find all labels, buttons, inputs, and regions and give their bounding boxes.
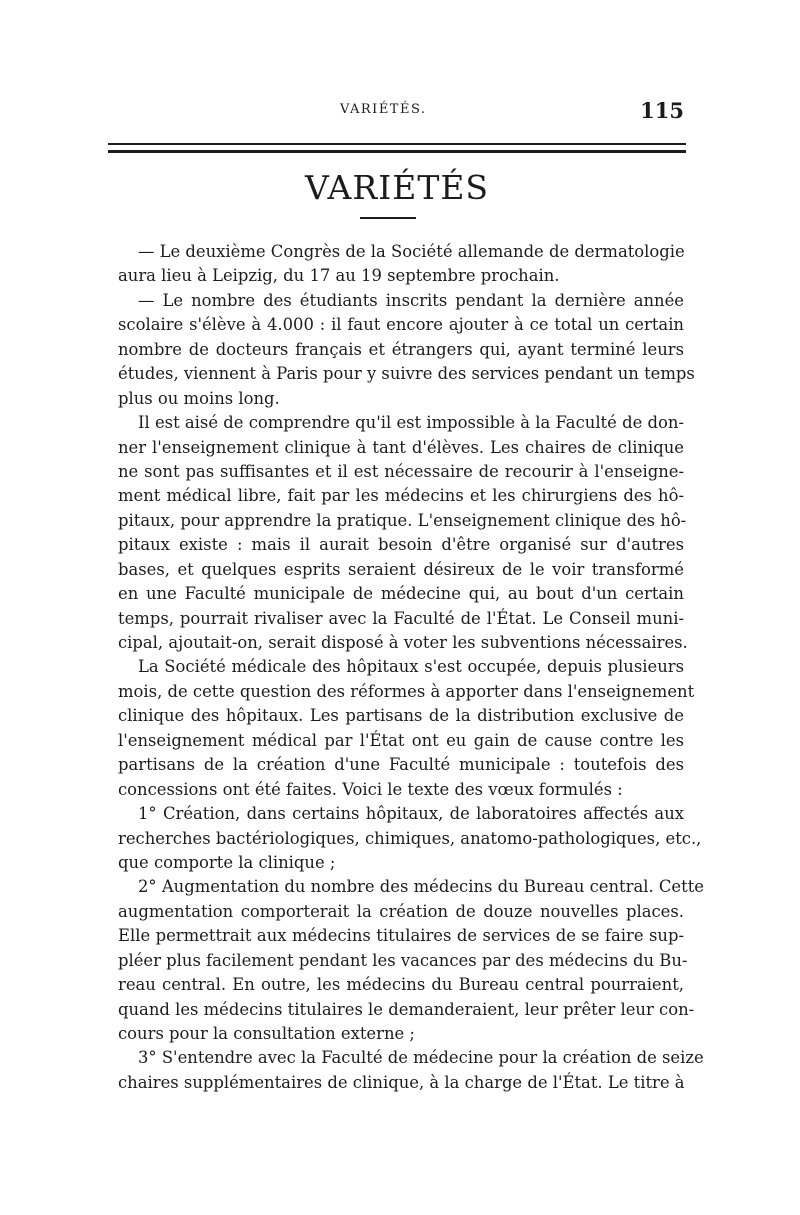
title-divider [360,217,416,219]
text-line: — Le nombre des étudiants inscrits pendant la dernière année [138,290,684,310]
text-line: cipal, ajoutait-on, serait disposé à voter les subventions nécessaires. [118,633,688,652]
text-line: 2° Augmentation du nombre des médecins du Bureau central. Cette [138,877,704,897]
text-line: Elle permettrait aux médecins titulaires de services de se faire sup- [118,926,684,946]
text-line: en une Faculté municipale de médecine qui, au bout d'un certain [118,584,684,604]
text-line: partisans de la création d'une Faculté municipale : toutefois des [118,755,684,775]
header-rule-thin [108,143,686,145]
text-line: — Le deuxième Congrès de la Société allemande de dermatologie [138,242,685,261]
text-line: ment médical libre, fait par les médecins et les chirurgiens des hô- [118,486,684,506]
text-line: reau central. En outre, les médecins du Bureau central pourraient, [118,975,684,995]
text-line: 3° S'entendre avec la Faculté de médecine pour la création de seize [138,1048,704,1068]
text-line: augmentation comporterait la création de douze nouvelles places. [118,901,684,921]
text-line: clinique des hôpitaux. Les partisans de la distribution exclusive de [118,706,684,726]
text-line: ne sont pas suffisantes et il est nécessaire de recourir à l'enseigne- [118,461,684,481]
text-line: La Société médicale des hôpitaux s'est occupée, depuis plusieurs [138,657,684,677]
text-line: pitaux existe : mais il aurait besoin d'être organisé sur d'autres [118,535,684,555]
text-line: cours pour la consultation externe ; [118,1024,415,1043]
text-line: temps, pourrait rivaliser avec la Faculté de l'État. Le Conseil muni- [118,608,684,628]
running-header [118,98,684,126]
text-line: ner l'enseignement clinique à tant d'élèves. Les chaires de clinique [118,437,684,457]
text-line: que comporte la clinique ; [118,852,336,872]
section-title: VARIÉTÉS [304,168,490,207]
text-line: quand les médecins titulaires le demanderaient, leur prêter leur con- [118,999,695,1019]
text-line: mois, de cette question des réformes à apporter dans l'enseignement [118,681,695,701]
text-line: 1° Création, dans certains hôpitaux, de laboratoires affectés aux [138,804,684,824]
text-line: concessions ont été faites. Voici le texte des vœux formulés : [118,779,623,799]
body-text [118,240,704,1095]
page-number: 115 [640,98,684,123]
text-line: aura lieu à Leipzig, du 17 au 19 septembre prochain. [118,266,560,286]
text-line: nombre de docteurs français et étrangers qui, ayant terminé leurs [118,339,684,359]
text-line: Il est aisé de comprendre qu'il est impossible à la Faculté de don- [138,413,684,433]
running-title: VARIÉTÉS. [340,102,427,117]
text-line: chaires supplémentaires de clinique, à la charge de l'État. Le titre à [118,1072,685,1092]
text-line: recherches bactériologiques, chimiques, anatomo-pathologiques, etc., [118,828,702,848]
header-rule-thick [108,150,686,153]
text-line: plus ou moins long. [118,388,280,408]
text-line: l'enseignement médical par l'État ont eu gain de cause contre les [118,730,684,750]
text-line: scolaire s'élève à 4.000 : il faut encore ajouter à ce total un certain [118,315,684,335]
text-line: bases, et quelques esprits seraient désireux de le voir transformé [118,559,684,579]
text-line: études, viennent à Paris pour y suivre des services pendant un temps [118,364,695,384]
text-line: pitaux, pour apprendre la pratique. L'enseignement clinique des hô- [118,510,687,530]
text-line: pléer plus facilement pendant les vacances par des médecins du Bu- [118,950,688,970]
